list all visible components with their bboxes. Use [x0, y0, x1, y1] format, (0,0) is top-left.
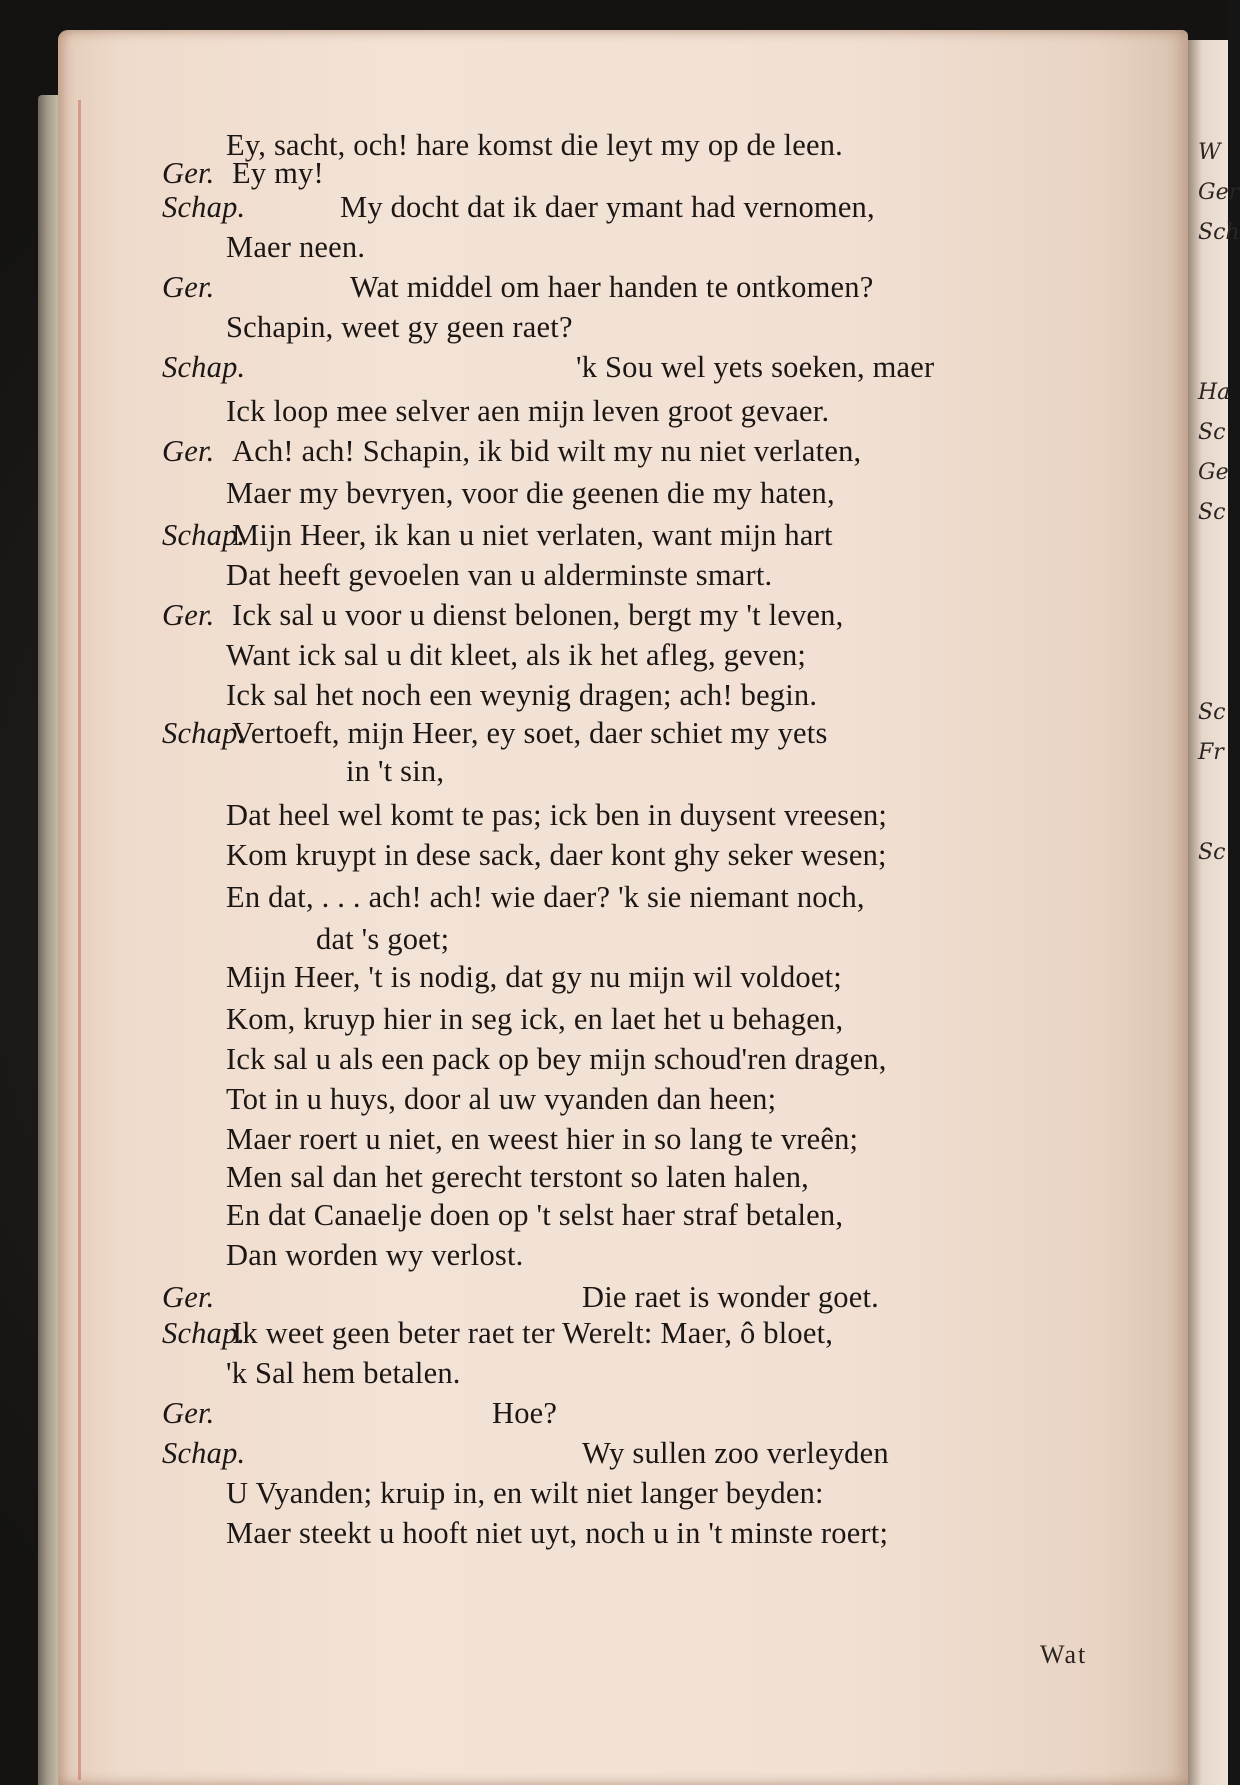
verse-text: Ach! ach! Schapin, ik bid wilt my nu niet verlaten, [232, 434, 862, 468]
catchword: Wat [1040, 1640, 1088, 1669]
speaker-label: Ger. [162, 156, 215, 190]
text-line [226, 1044, 887, 1075]
text-line [162, 518, 833, 552]
speaker-label: Schap. [162, 1316, 246, 1350]
verse-text: Ik weet geen beter raet ter Werelt: Maer, ô bloet, [232, 1316, 834, 1350]
verse-text: Ick sal het noch een weynig dragen; ach! begin. [226, 678, 818, 712]
text-line [226, 962, 842, 993]
text-line [226, 1084, 776, 1115]
text-line [226, 840, 887, 871]
text-line [226, 1124, 858, 1155]
verse-text: dat 's goet; [316, 922, 450, 956]
text-line [226, 1518, 888, 1549]
text-line [226, 1478, 824, 1509]
text-line [162, 1316, 834, 1350]
speaker-label: Ger. [162, 1280, 215, 1314]
text-line [226, 1004, 843, 1035]
verse-text: Maer neen. [226, 230, 366, 264]
verse-text: Ick sal u voor u dienst belonen, bergt my 't leven, [232, 598, 844, 632]
text-line [226, 1200, 843, 1231]
verse-text: Wat middel om haer handen te ontkomen? [350, 270, 874, 304]
text-line [162, 1280, 879, 1314]
text-line [346, 756, 444, 787]
text-line [226, 232, 365, 263]
verse-text: Wy sullen zoo verleyden [582, 1436, 889, 1470]
verse-text: 'k Sal hem betalen. [226, 1356, 461, 1390]
text-line [162, 598, 844, 632]
text-line [226, 560, 772, 591]
verse-text: Want ick sal u dit kleet, als ik het afleg, geven; [226, 638, 807, 672]
speaker-label: Schap. [162, 518, 246, 552]
verse-text: Men sal dan het gerecht terstont so laten halen, [226, 1160, 809, 1194]
text-line [226, 312, 573, 343]
facing-page-edge: W Ger Sch Ha Sc Ge Sc Sc Fr Sc [1188, 40, 1228, 1785]
speaker-label: Schap. [162, 190, 246, 224]
speaker-label: Schap. [162, 716, 246, 750]
verse-text: Hoe? [492, 1396, 558, 1430]
text-line [226, 800, 887, 831]
verse-text: Schapin, weet gy geen raet? [226, 310, 573, 344]
verse-text: Maer my bevryen, voor die geenen die my haten, [226, 476, 835, 510]
verse-text: Die raet is wonder goet. [582, 1280, 879, 1314]
verse-text: Dat heel wel komt te pas; ick ben in duysent vreesen; [226, 798, 888, 832]
verse-text: in 't sin, [346, 754, 445, 788]
text-line [162, 350, 935, 384]
text-line [162, 1436, 889, 1470]
speaker-label: Ger. [162, 434, 215, 468]
verse-text: En dat, . . . ach! ach! wie daer? 'k sie niemant noch, [226, 880, 865, 914]
verse-text: Ick sal u als een pack op bey mijn schoud'ren dragen, [226, 1042, 887, 1076]
text-line [226, 1358, 461, 1389]
text-line [226, 478, 835, 509]
text-line [226, 640, 806, 671]
verse-text: En dat Canaelje doen op 't selst haer straf betalen, [226, 1198, 844, 1232]
verse-text: Tot in u huys, door al uw vyanden dan heen; [226, 1082, 777, 1116]
verse-text: Kom kruypt in dese sack, daer kont ghy seker wesen; [226, 838, 887, 872]
text-line [316, 924, 449, 955]
verse-text: 'k Sou wel yets soeken, maer [576, 350, 935, 384]
verse-text: Maer steekt u hooft niet uyt, noch u in 't minste roert; [226, 1516, 889, 1550]
text-line [226, 680, 817, 711]
speaker-label: Ger. [162, 1396, 215, 1430]
verse-text: Dat heeft gevoelen van u alderminste smart. [226, 558, 773, 592]
verse-text: Ey my! [232, 156, 324, 190]
speaker-label: Ger. [162, 270, 215, 304]
text-line [162, 190, 875, 224]
verse-text: Maer roert u niet, en weest hier in so lang te vreên; [226, 1122, 859, 1156]
verse-text: My docht dat ik daer ymant had vernomen, [340, 190, 875, 224]
text-line [162, 1396, 558, 1430]
verse-text: Kom, kruyp hier in seg ick, en laet het u behagen, [226, 1002, 844, 1036]
verse-text: Mijn Heer, 't is nodig, dat gy nu mijn wil voldoet; [226, 960, 842, 994]
speaker-label: Ger. [162, 598, 215, 632]
text-line [162, 716, 828, 750]
verse-text: Mijn Heer, ik kan u niet verlaten, want mijn hart [232, 518, 833, 552]
text-line [162, 156, 324, 190]
text-line [162, 434, 862, 468]
text-line [226, 396, 829, 427]
verse-text: Dan worden wy verlost. [226, 1238, 524, 1272]
text-line [226, 882, 865, 913]
verse-text: U Vyanden; kruip in, en wilt niet langer beyden: [226, 1476, 824, 1510]
verse-text: Ick loop mee selver aen mijn leven groot gevaer. [226, 394, 830, 428]
text-line [226, 1162, 809, 1193]
verse-text: Ey, sacht, och! hare komst die leyt my op de leen. [226, 128, 843, 162]
speaker-label: Schap. [162, 1436, 246, 1470]
text-line [226, 1240, 523, 1271]
verse-text: Vertoeft, mijn Heer, ey soet, daer schiet my yets [232, 716, 828, 750]
text-line [162, 270, 874, 304]
speaker-label: Schap. [162, 350, 246, 384]
